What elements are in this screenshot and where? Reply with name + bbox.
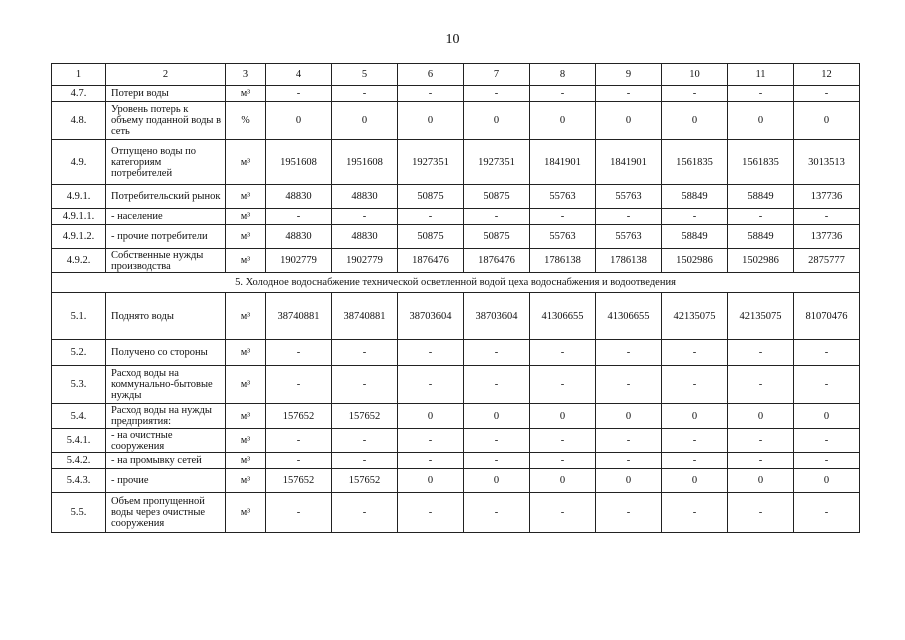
value-cell: 157652 xyxy=(266,404,332,429)
table-row xyxy=(52,404,860,429)
value-cell: - xyxy=(596,493,662,533)
value-cell: 157652 xyxy=(266,469,332,493)
row-label: - на промывку сетей xyxy=(106,453,226,469)
value-cell: - xyxy=(398,209,464,225)
value-cell: 1876476 xyxy=(398,249,464,273)
header-cell: 10 xyxy=(662,64,728,86)
value-cell: - xyxy=(464,453,530,469)
table-row xyxy=(52,429,860,453)
value-cell: 1502986 xyxy=(662,249,728,273)
row-unit: м³ xyxy=(226,293,266,340)
value-cell: 1561835 xyxy=(728,140,794,185)
row-unit: м³ xyxy=(226,493,266,533)
value-cell: 1927351 xyxy=(464,140,530,185)
value-cell: - xyxy=(464,340,530,366)
value-cell: 1841901 xyxy=(530,140,596,185)
row-number: 5.4.2. xyxy=(52,453,106,469)
value-cell: - xyxy=(332,366,398,404)
value-cell: 55763 xyxy=(530,185,596,209)
value-cell: 1561835 xyxy=(662,140,728,185)
row-unit: м³ xyxy=(226,140,266,185)
value-cell: 0 xyxy=(398,469,464,493)
value-cell: - xyxy=(596,429,662,453)
value-cell: 38703604 xyxy=(464,293,530,340)
table-row xyxy=(52,140,860,185)
value-cell: - xyxy=(398,366,464,404)
value-cell: - xyxy=(662,209,728,225)
value-cell: 1927351 xyxy=(398,140,464,185)
value-cell: - xyxy=(662,340,728,366)
value-cell: - xyxy=(728,453,794,469)
value-cell: - xyxy=(596,366,662,404)
value-cell: 137736 xyxy=(794,185,860,209)
value-cell: 50875 xyxy=(398,225,464,249)
value-cell: 41306655 xyxy=(596,293,662,340)
value-cell: 50875 xyxy=(464,225,530,249)
row-label: Объем пропущенной воды через очистные сооружения xyxy=(106,493,226,533)
value-cell: - xyxy=(398,493,464,533)
header-cell: 3 xyxy=(226,64,266,86)
header-cell: 8 xyxy=(530,64,596,86)
row-number: 4.8. xyxy=(52,102,106,140)
value-cell: - xyxy=(266,366,332,404)
value-cell: - xyxy=(464,209,530,225)
row-number: 5.2. xyxy=(52,340,106,366)
value-cell: 0 xyxy=(728,469,794,493)
value-cell: 0 xyxy=(596,404,662,429)
value-cell: 50875 xyxy=(398,185,464,209)
row-number: 4.9.1. xyxy=(52,185,106,209)
row-number: 4.7. xyxy=(52,86,106,102)
value-cell: 1902779 xyxy=(266,249,332,273)
value-cell: - xyxy=(662,493,728,533)
value-cell: 0 xyxy=(464,404,530,429)
value-cell: - xyxy=(794,340,860,366)
value-cell: 48830 xyxy=(332,225,398,249)
value-cell: - xyxy=(332,493,398,533)
row-number: 4.9.2. xyxy=(52,249,106,273)
value-cell: 81070476 xyxy=(794,293,860,340)
section-row xyxy=(52,273,860,293)
value-cell: - xyxy=(266,493,332,533)
value-cell: 1951608 xyxy=(266,140,332,185)
section-title: 5. Холодное водоснабжение технической осветленной водой цеха водоснабжения и водоотведения xyxy=(52,273,860,293)
table-row xyxy=(52,453,860,469)
header-row xyxy=(52,64,860,86)
row-label: Потери воды xyxy=(106,86,226,102)
row-label: Потребительский рынок xyxy=(106,185,226,209)
value-cell: 1841901 xyxy=(596,140,662,185)
value-cell: 55763 xyxy=(596,225,662,249)
value-cell: - xyxy=(530,453,596,469)
row-number: 5.4. xyxy=(52,404,106,429)
value-cell: 0 xyxy=(662,404,728,429)
value-cell: - xyxy=(662,429,728,453)
value-cell: 1951608 xyxy=(332,140,398,185)
row-number: 5.3. xyxy=(52,366,106,404)
value-cell: 58849 xyxy=(728,225,794,249)
page-number: 10 xyxy=(445,32,460,47)
table-row xyxy=(52,469,860,493)
value-cell: 3013513 xyxy=(794,140,860,185)
row-unit: м³ xyxy=(226,404,266,429)
value-cell: - xyxy=(728,366,794,404)
value-cell: - xyxy=(332,429,398,453)
value-cell: 1786138 xyxy=(596,249,662,273)
data-table xyxy=(51,63,860,533)
row-unit: м³ xyxy=(226,185,266,209)
value-cell: 0 xyxy=(398,404,464,429)
header-cell: 9 xyxy=(596,64,662,86)
table-row xyxy=(52,102,860,140)
table-row xyxy=(52,249,860,273)
table-row xyxy=(52,366,860,404)
row-label: Расход воды на нужды предприятия: xyxy=(106,404,226,429)
value-cell: 58849 xyxy=(662,225,728,249)
header-cell: 11 xyxy=(728,64,794,86)
value-cell: 0 xyxy=(662,102,728,140)
value-cell: - xyxy=(596,453,662,469)
header-cell: 1 xyxy=(52,64,106,86)
value-cell: 0 xyxy=(530,102,596,140)
value-cell: - xyxy=(596,209,662,225)
header-cell: 4 xyxy=(266,64,332,86)
table-row xyxy=(52,493,860,533)
value-cell: - xyxy=(728,493,794,533)
value-cell: 0 xyxy=(596,102,662,140)
row-number: 5.5. xyxy=(52,493,106,533)
value-cell: - xyxy=(464,86,530,102)
row-label: Расход воды на коммунально-бытовые нужды xyxy=(106,366,226,404)
value-cell: 38703604 xyxy=(398,293,464,340)
value-cell: 38740881 xyxy=(332,293,398,340)
row-label: Собственные нужды производства xyxy=(106,249,226,273)
row-number: 4.9.1.2. xyxy=(52,225,106,249)
value-cell: - xyxy=(398,86,464,102)
value-cell: - xyxy=(464,366,530,404)
value-cell: 0 xyxy=(794,469,860,493)
value-cell: - xyxy=(794,453,860,469)
value-cell: - xyxy=(662,86,728,102)
value-cell: - xyxy=(266,453,332,469)
value-cell: - xyxy=(332,453,398,469)
value-cell: 41306655 xyxy=(530,293,596,340)
value-cell: 38740881 xyxy=(266,293,332,340)
table-row xyxy=(52,209,860,225)
value-cell: 0 xyxy=(596,469,662,493)
row-unit: м³ xyxy=(226,469,266,493)
value-cell: 1902779 xyxy=(332,249,398,273)
header-cell: 6 xyxy=(398,64,464,86)
row-unit: м³ xyxy=(226,225,266,249)
row-label: Получено со стороны xyxy=(106,340,226,366)
value-cell: 48830 xyxy=(332,185,398,209)
value-cell: 58849 xyxy=(662,185,728,209)
value-cell: 157652 xyxy=(332,404,398,429)
value-cell: - xyxy=(464,429,530,453)
header-cell: 7 xyxy=(464,64,530,86)
value-cell: - xyxy=(266,429,332,453)
value-cell: 1876476 xyxy=(464,249,530,273)
value-cell: 0 xyxy=(332,102,398,140)
value-cell: 1786138 xyxy=(530,249,596,273)
value-cell: - xyxy=(596,86,662,102)
value-cell: 2875777 xyxy=(794,249,860,273)
value-cell: - xyxy=(530,493,596,533)
row-unit: м³ xyxy=(226,453,266,469)
value-cell: 42135075 xyxy=(662,293,728,340)
value-cell: - xyxy=(794,209,860,225)
value-cell: 0 xyxy=(662,469,728,493)
row-number: 5.4.3. xyxy=(52,469,106,493)
value-cell: - xyxy=(266,86,332,102)
value-cell: - xyxy=(728,209,794,225)
row-unit: м³ xyxy=(226,86,266,102)
value-cell: 42135075 xyxy=(728,293,794,340)
value-cell: - xyxy=(398,340,464,366)
row-unit: м³ xyxy=(226,366,266,404)
value-cell: - xyxy=(728,340,794,366)
value-cell: - xyxy=(728,86,794,102)
value-cell: 137736 xyxy=(794,225,860,249)
value-cell: 0 xyxy=(728,404,794,429)
value-cell: - xyxy=(266,340,332,366)
value-cell: 48830 xyxy=(266,185,332,209)
value-cell: - xyxy=(794,86,860,102)
table-row xyxy=(52,86,860,102)
value-cell: - xyxy=(332,340,398,366)
value-cell: - xyxy=(794,493,860,533)
value-cell: - xyxy=(728,429,794,453)
value-cell: - xyxy=(530,429,596,453)
value-cell: 0 xyxy=(464,469,530,493)
value-cell: 58849 xyxy=(728,185,794,209)
row-unit: м³ xyxy=(226,340,266,366)
value-cell: 50875 xyxy=(464,185,530,209)
value-cell: - xyxy=(596,340,662,366)
value-cell: - xyxy=(530,209,596,225)
value-cell: - xyxy=(332,209,398,225)
value-cell: 55763 xyxy=(596,185,662,209)
row-number: 4.9.1.1. xyxy=(52,209,106,225)
value-cell: - xyxy=(530,366,596,404)
value-cell: - xyxy=(332,86,398,102)
row-label: Отпущено воды по категориям потребителей xyxy=(106,140,226,185)
row-number: 5.4.1. xyxy=(52,429,106,453)
value-cell: - xyxy=(794,366,860,404)
header-cell: 2 xyxy=(106,64,226,86)
value-cell: - xyxy=(530,340,596,366)
row-label: - прочие xyxy=(106,469,226,493)
value-cell: 0 xyxy=(530,469,596,493)
table-row xyxy=(52,340,860,366)
row-label: - на очистные сооружения xyxy=(106,429,226,453)
value-cell: 48830 xyxy=(266,225,332,249)
value-cell: 55763 xyxy=(530,225,596,249)
row-label: - прочие потребители xyxy=(106,225,226,249)
value-cell: 0 xyxy=(728,102,794,140)
value-cell: - xyxy=(662,366,728,404)
value-cell: 0 xyxy=(794,404,860,429)
value-cell: - xyxy=(662,453,728,469)
value-cell: - xyxy=(266,209,332,225)
value-cell: - xyxy=(398,453,464,469)
value-cell: - xyxy=(398,429,464,453)
table-row xyxy=(52,225,860,249)
value-cell: - xyxy=(530,86,596,102)
table-row xyxy=(52,185,860,209)
row-label: Поднято воды xyxy=(106,293,226,340)
value-cell: 0 xyxy=(464,102,530,140)
value-cell: 1502986 xyxy=(728,249,794,273)
value-cell: - xyxy=(464,493,530,533)
value-cell: 0 xyxy=(398,102,464,140)
value-cell: 157652 xyxy=(332,469,398,493)
value-cell: 0 xyxy=(530,404,596,429)
header-cell: 12 xyxy=(794,64,860,86)
row-unit: м³ xyxy=(226,209,266,225)
row-number: 4.9. xyxy=(52,140,106,185)
row-label: Уровень потерь к объему поданной воды в сеть xyxy=(106,102,226,140)
value-cell: 0 xyxy=(266,102,332,140)
row-unit: % xyxy=(226,102,266,140)
header-cell: 5 xyxy=(332,64,398,86)
value-cell: - xyxy=(794,429,860,453)
row-unit: м³ xyxy=(226,429,266,453)
table-row xyxy=(52,293,860,340)
row-label: - население xyxy=(106,209,226,225)
row-number: 5.1. xyxy=(52,293,106,340)
row-unit: м³ xyxy=(226,249,266,273)
value-cell: 0 xyxy=(794,102,860,140)
